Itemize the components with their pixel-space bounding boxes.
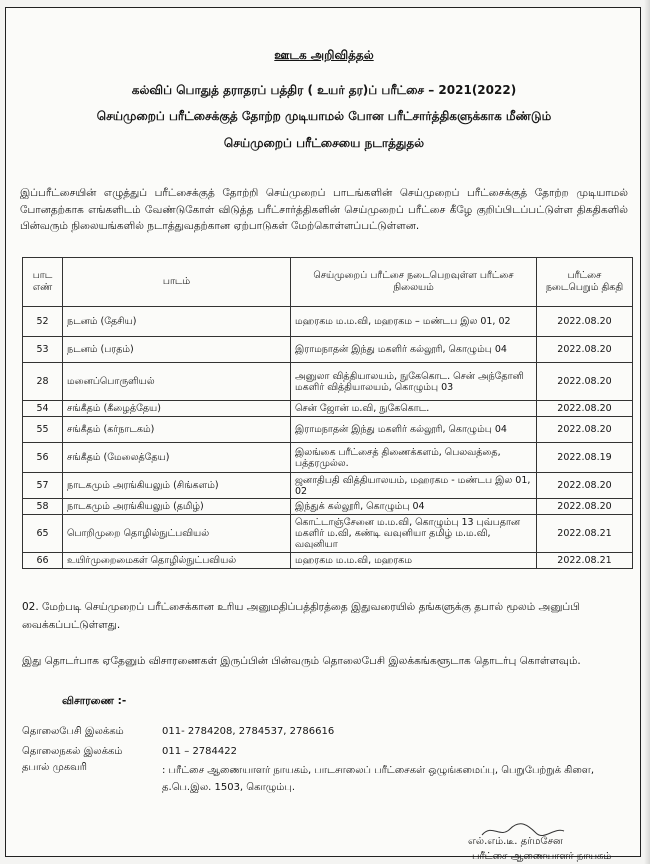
table-row [23, 443, 633, 473]
exam-venue: சென் ஜோன் ம.வி, நுகேகொட. [291, 401, 537, 417]
phone-label: தொலைபேசி இலக்கம் [22, 726, 124, 737]
subject-no: 66 [23, 553, 63, 569]
subject-no: 55 [23, 417, 63, 443]
subject-no: 28 [23, 363, 63, 401]
document-title: ஊடக அறிவித்தல் [274, 48, 374, 62]
fax-label: தொலைநகல் இலக்கம் [22, 746, 123, 757]
notice-heading-line-2: செய்முறைப் பரீட்சையை நடாத்துதல் [223, 136, 425, 150]
exam-venue: இந்துக் கல்லூரி, கொழும்பு 04 [291, 499, 537, 515]
subject-name: நாடகமும் அரங்கியலும் (தமிழ்) [63, 499, 291, 515]
subject-name: சங்கீதம் (கீழைத்தேய) [63, 401, 291, 417]
exam-date: 2022.08.20 [537, 401, 633, 417]
inquiries-label: விசாரணை :- [62, 695, 127, 707]
exam-date: 2022.08.20 [537, 337, 633, 363]
exam-date: 2022.08.20 [537, 363, 633, 401]
subject-no: 53 [23, 337, 63, 363]
subject-no: 58 [23, 499, 63, 515]
table-row [23, 307, 633, 337]
exam-date: 2022.08.21 [537, 553, 633, 569]
subject-name: சங்கீதம் (கர்நாடகம்) [63, 417, 291, 443]
table-row [23, 401, 633, 417]
exam-date: 2022.08.20 [537, 499, 633, 515]
exam-date: 2022.08.20 [537, 417, 633, 443]
table-row [23, 515, 633, 553]
subject-no: 57 [23, 473, 63, 499]
exam-venue: இராமநாதன் இந்து மகளிர் கல்லூரி, கொழும்பு 04 [291, 417, 537, 443]
admission-card-paragraph: 02. மேற்படி செய்முறைப் பரீட்சைக்கான உரிய அனுமதிப்பத்திரத்தை இதுவரையில் தங்களுக்கு தபால் மூலம் அனுப்பி வைக்கப்பட்டுள்ளது. [22, 601, 580, 631]
exam-date: 2022.08.21 [537, 515, 633, 553]
exam-venue: இராமநாதன் இந்து மகளிர் கல்லூரி, கொழும்பு 04 [291, 337, 537, 363]
notice-heading-line-1: செய்முறைப் பரீட்சைக்குத் தோற்ற முடியாமல் போன பரீட்சார்த்திகளுக்காக மீண்டும் [96, 109, 552, 123]
table-row [23, 553, 633, 569]
exam-date: 2022.08.20 [537, 473, 633, 499]
fax-value: 011 – 2784422 [162, 746, 237, 757]
signatory-title: பரீட்சை ஆணையாளர் நாயகம் [472, 851, 612, 862]
subject-name: நாடகமும் அரங்கியலும் (சிங்களம்) [63, 473, 291, 499]
signatory-name: எல்.எம்.டீ. தர்மசேன [468, 836, 563, 847]
intro-paragraph: இப்பரீட்சையின் எழுத்துப் பரீட்சைக்குத் தோற்றி செய்முறைப் பாடங்களின் செய்முறைப் பரீட்சைக்குத் தோற்ற முடியாமல் போனதற்காக எங்களிடம் வேண்டுகோள் விடுத்த பரீட்சார்த்திகளின் செய்முறைப் பரீட்சை கீழே குறிப்பிடப்பட்டுள்ள திகதிகளில் பின்வரும் நிலையங்களில் நடாத்துவதற்கான ஏற்பாடுகள் மேற்கொள்ளப்பட்டுள்ளன. [20, 187, 628, 232]
subject-no: 54 [23, 401, 63, 417]
subject-no: 65 [23, 515, 63, 553]
header-subject-no: பாட எண் [23, 258, 63, 307]
contact-paragraph: இது தொடர்பாக ஏதேனும் விசாரணைகள் இருப்பின் பின்வரும் தொலைபேசி இலக்கங்களூடாக தொடர்பு கொள்ளவும். [22, 655, 581, 667]
table-row [23, 417, 633, 443]
subject-no: 56 [23, 443, 63, 473]
table-row [23, 337, 633, 363]
header-date: பரீட்சை நடைபெறும் திகதி [537, 258, 633, 307]
practical-exam-schedule-table [22, 257, 633, 569]
subject-name: நடனம் (தேசிய) [63, 307, 291, 337]
table-row [23, 363, 633, 401]
exam-venue: கொட்டாஞ்சேனை ம.ம.வி, கொழும்பு 13 புவ்பதான மகளிர் ம.வி, கண்டி வவுனியா தமிழ் ம.ம.வி, வவுனியா [291, 515, 537, 553]
exam-venue: அனுலா வித்தியாலயம், நுகேகொட. சென் அந்தோனி மகளிர் வித்தியாலயம், கொழும்பு 03 [291, 363, 537, 401]
subject-no: 52 [23, 307, 63, 337]
subject-name: பொறிமுறை தொழில்நுட்பவியல் [63, 515, 291, 553]
subject-name: உயிர்முறைமைகள் தொழில்நுட்பவியல் [63, 553, 291, 569]
table-header-row [23, 258, 633, 307]
subject-name: நடனம் (பரதம்) [63, 337, 291, 363]
exam-venue: மஹரகம ம.ம.வி, மஹரகம [291, 553, 537, 569]
table-row [23, 473, 633, 499]
table-row [23, 499, 633, 515]
document-page [5, 7, 641, 862]
exam-venue: ஜனாதிபதி வித்தியாலயம், மஹரகம - மண்டப இல 01, 02 [291, 473, 537, 499]
exam-date: 2022.08.19 [537, 443, 633, 473]
header-venue: செய்முறைப் பரீட்சை நடைபெறவுள்ள பரீட்சை நிலையம் [291, 258, 537, 307]
header-subject: பாடம் [63, 258, 291, 307]
page-edge-shadow [644, 0, 650, 864]
subject-name: மனைப்பொருளியல் [63, 363, 291, 401]
exam-date: 2022.08.20 [537, 307, 633, 337]
address-label: தபால் முகவரி [22, 762, 87, 773]
subject-name: சங்கீதம் (மேலைத்தேய) [63, 443, 291, 473]
phone-value: 011- 2784208, 2784537, 2786616 [162, 726, 335, 737]
exam-venue: மஹரகம ம.ம.வி, மஹரகம – மண்டப இல 01, 02 [291, 307, 537, 337]
exam-venue: இலங்கை பரீட்சைத் திணைக்களம், பெலவத்தை, பத்தரமுல்ல. [291, 443, 537, 473]
address-value: : பரீட்சை ஆணையாளர் நாயகம், பாடசாலைப் பரீட்சைகள் ஒழுங்கமைப்பு, பெறுபேற்றுக் கிளை, த.பெ.இல. 1503, கொழும்பு. [162, 765, 594, 793]
exam-title: கல்விப் பொதுத் தராதரப் பத்திர ( உயர் தர)ப் பரீட்சை – 2021(2022) [131, 83, 517, 97]
